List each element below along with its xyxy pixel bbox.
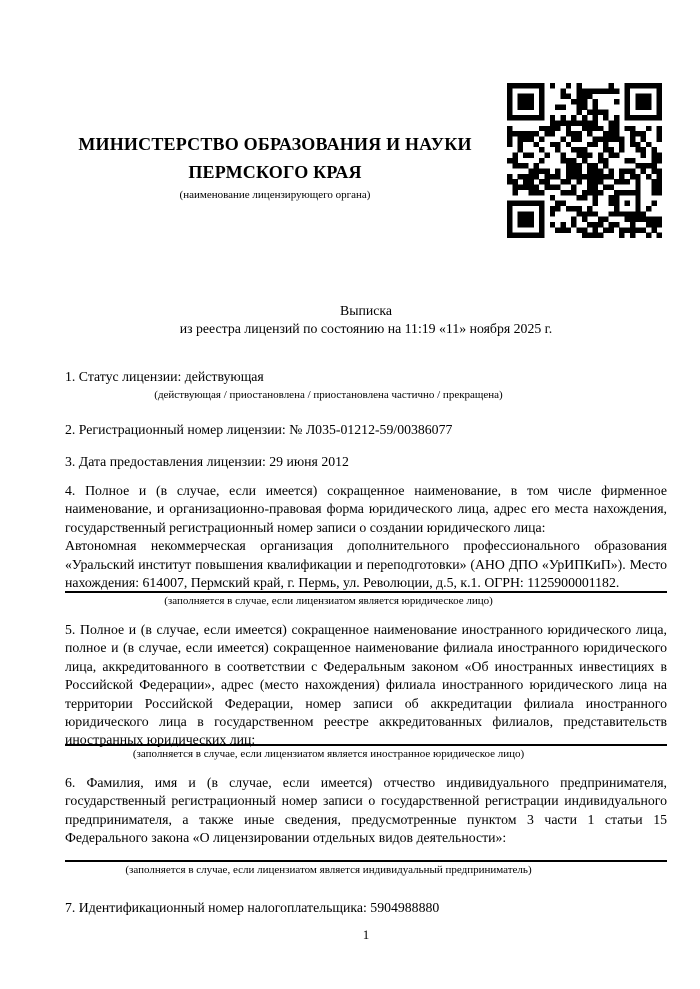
item-6-label: 6. Фамилия, имя и (в случае, если имеется) отчество индивидуального предпринимателя, государственный регистрационный номер записи о государственной регистрации индивидуального предпринимателя, а также иные сведения, предусмотренные пунктом 3 части 1 статьи 15 Федерального закона «О лицензировании отдельных видов деятельности»: [65,775,667,846]
item-1-license-status: 1. Статус лицензии: действующая [65,369,264,384]
item-1-status-options-caption: (действующая / приостановлена / приостановлена частично / прекращена) [154,389,503,401]
item-6-field-rule [65,860,667,862]
item-5-field-rule [65,744,667,746]
ministry-name-line2: ПЕРМСКОГО КРАЯ [188,162,362,182]
item-3-grant-date: 3. Дата предоставления лицензии: 29 июня 2012 [65,454,349,469]
item-4-legal-entity [65,482,667,592]
item-4-label: 4. Полное и (в случае, если имеется) сокращенное наименование, в том числе фирменное наименование, и организационно-правовая форма юридического лица, адрес его места нахождения, государственный регистрационный номер записи о создании юридического лица: [65,483,667,535]
item-7-taxpayer-id: 7. Идентификационный номер налогоплательщика: 5904988880 [65,900,440,915]
document-title-line1: Выписка [340,303,392,318]
licensing-authority-header [63,130,487,202]
item-6-individual-entrepreneur [65,774,667,848]
item-4-field-rule [65,591,667,593]
item-5-foreign-entity [65,621,667,750]
item-4-field-caption: (заполняется в случае, если лицензиатом является юридическое лицо) [164,595,493,607]
item-6-field-caption: (заполняется в случае, если лицензиатом является индивидуальный предприниматель) [125,864,532,876]
ministry-name-line1: МИНИСТЕРСТВО ОБРАЗОВАНИЯ И НАУКИ [78,134,472,154]
page-number: 1 [362,927,370,942]
document-title [65,302,667,339]
item-5-field-caption: (заполняется в случае, если лицензиатом является иностранное юридическое лицо) [132,748,525,760]
ministry-caption: (наименование лицензирующего органа) [179,189,371,201]
qr-code-icon [507,83,662,238]
item-2-registration-number: 2. Регистрационный номер лицензии: № Л035-01212-59/00386077 [65,422,453,437]
item-4-value: Автономная некоммерческая организация дополнительного профессионального образования «Уральский институт повышения квалификации и переподготовки» (АНО ДПО «УрИПКиП»). Место нахождения: 614007, Пермский край, г. Пермь, ул. Революции, д.5, к.1. ОГРН: 1125900001182. [65,538,667,591]
document-title-line2: из реестра лицензий по состоянию на 11:19 «11» ноября 2025 г. [179,321,553,337]
item-5-label: 5. Полное и (в случае, если имеется) сокращенное наименование иностранного юридического лица, полное и (в случае, если имеется) сокращенное наименование филиала иностранного юридического лица, аккредитованного в соответствии с Федеральным законом «Об иностранных инвестициях в Российской Федерации», адрес (место нахождения) филиала иностранного юридического лица на территории Российской Федерации, номер записи об аккредитации филиала иностранного юридического лица в государственном реестре аккредитованных филиалов, представительств иностранных юридических лиц: [65,622,667,748]
